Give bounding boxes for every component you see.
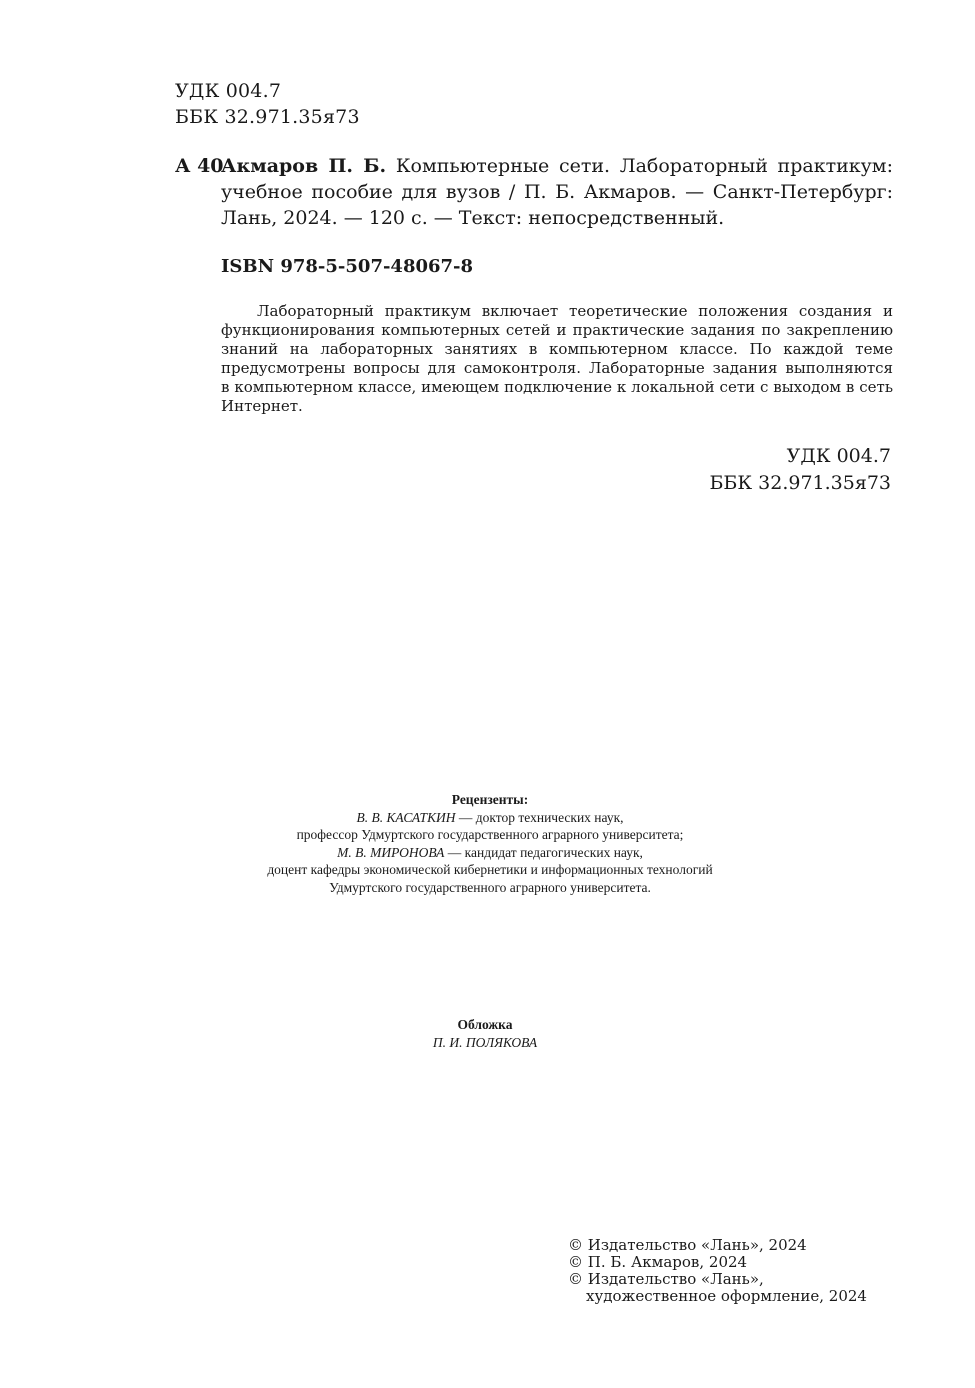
reviewer-1-name: В. В. КАСАТКИН — [356, 809, 456, 825]
reviewer-2-line-2: доцент кафедры экономической кибернетики и информационных технологий — [267, 862, 713, 877]
cover-heading: Обложка — [457, 1017, 513, 1032]
reviewer-2-line-3: Удмуртского государственного аграрного университета. — [329, 879, 651, 895]
right-classification — [709, 443, 891, 497]
cover-credit-block — [100, 1016, 870, 1051]
catalog-line-2: учебное пособие для вузов / П. Б. Акмаров. — Санкт-Петербург: — [221, 181, 893, 203]
abstract-line: в компьютерном классе, имеющем подключение к локальной сети с выходом в сеть — [221, 378, 893, 396]
reviewer-1-line-2: профессор Удмуртского государственного аграрного университета; — [296, 827, 684, 842]
isbn-number: ISBN 978-5-507-48067-8 — [221, 256, 474, 277]
top-bbk-code: ББК 32.971.35я73 — [175, 106, 360, 128]
book-title: Компьютерные сети. Лабораторный практикум: — [395, 155, 893, 177]
copyright-line-publisher: © Издательство «Лань», 2024 — [568, 1236, 807, 1254]
abstract-line: знаний на лабораторных занятиях в компьютерном классе. По каждой теме — [221, 340, 893, 358]
abstract-line: функционирования компьютерных сетей и практические задания по закреплению — [221, 321, 893, 339]
abstract-line: Интернет. — [221, 397, 303, 415]
right-udk-code: УДК 004.7 — [786, 445, 891, 467]
catalog-entry-text — [221, 153, 893, 231]
top-udk-code: УДК 004.7 — [175, 80, 282, 102]
author-name: Акмаров П. Б. — [221, 155, 387, 177]
author-sign: А 40 — [175, 155, 224, 177]
reviewers-block — [85, 791, 895, 896]
reviewer-1-degree: — доктор технических наук, — [455, 809, 624, 825]
reviewer-2-line-1 — [85, 844, 895, 862]
copyright-line-author: © П. Б. Акмаров, 2024 — [568, 1253, 748, 1271]
reviewer-2-name: М. В. МИРОНОВА — [337, 844, 445, 860]
copyright-line-design: © Издательство «Лань», — [568, 1270, 764, 1288]
catalog-line-1 — [221, 153, 893, 179]
reviewer-2-degree: — кандидат педагогических наук, — [444, 844, 643, 860]
catalog-line-3: Лань, 2024. — 120 с. — Текст: непосредственный. — [221, 207, 725, 229]
catalog-entry — [175, 153, 893, 231]
right-bbk-code: ББК 32.971.35я73 — [709, 472, 891, 494]
abstract-line: предусмотрены вопросы для самоконтроля. Лабораторные задания выполняются — [221, 359, 893, 377]
cover-designer-name: П. И. ПОЛЯКОВА — [432, 1034, 538, 1050]
copyright-block — [568, 1237, 867, 1305]
copyright-line-design-cont: художественное оформление, 2024 — [586, 1287, 867, 1305]
reviewers-heading: Рецензенты: — [451, 792, 529, 807]
abstract-paragraph — [221, 302, 893, 416]
abstract-line: Лабораторный практикум включает теоретические положения создания и — [257, 302, 893, 320]
reviewer-1-line-1 — [85, 809, 895, 827]
